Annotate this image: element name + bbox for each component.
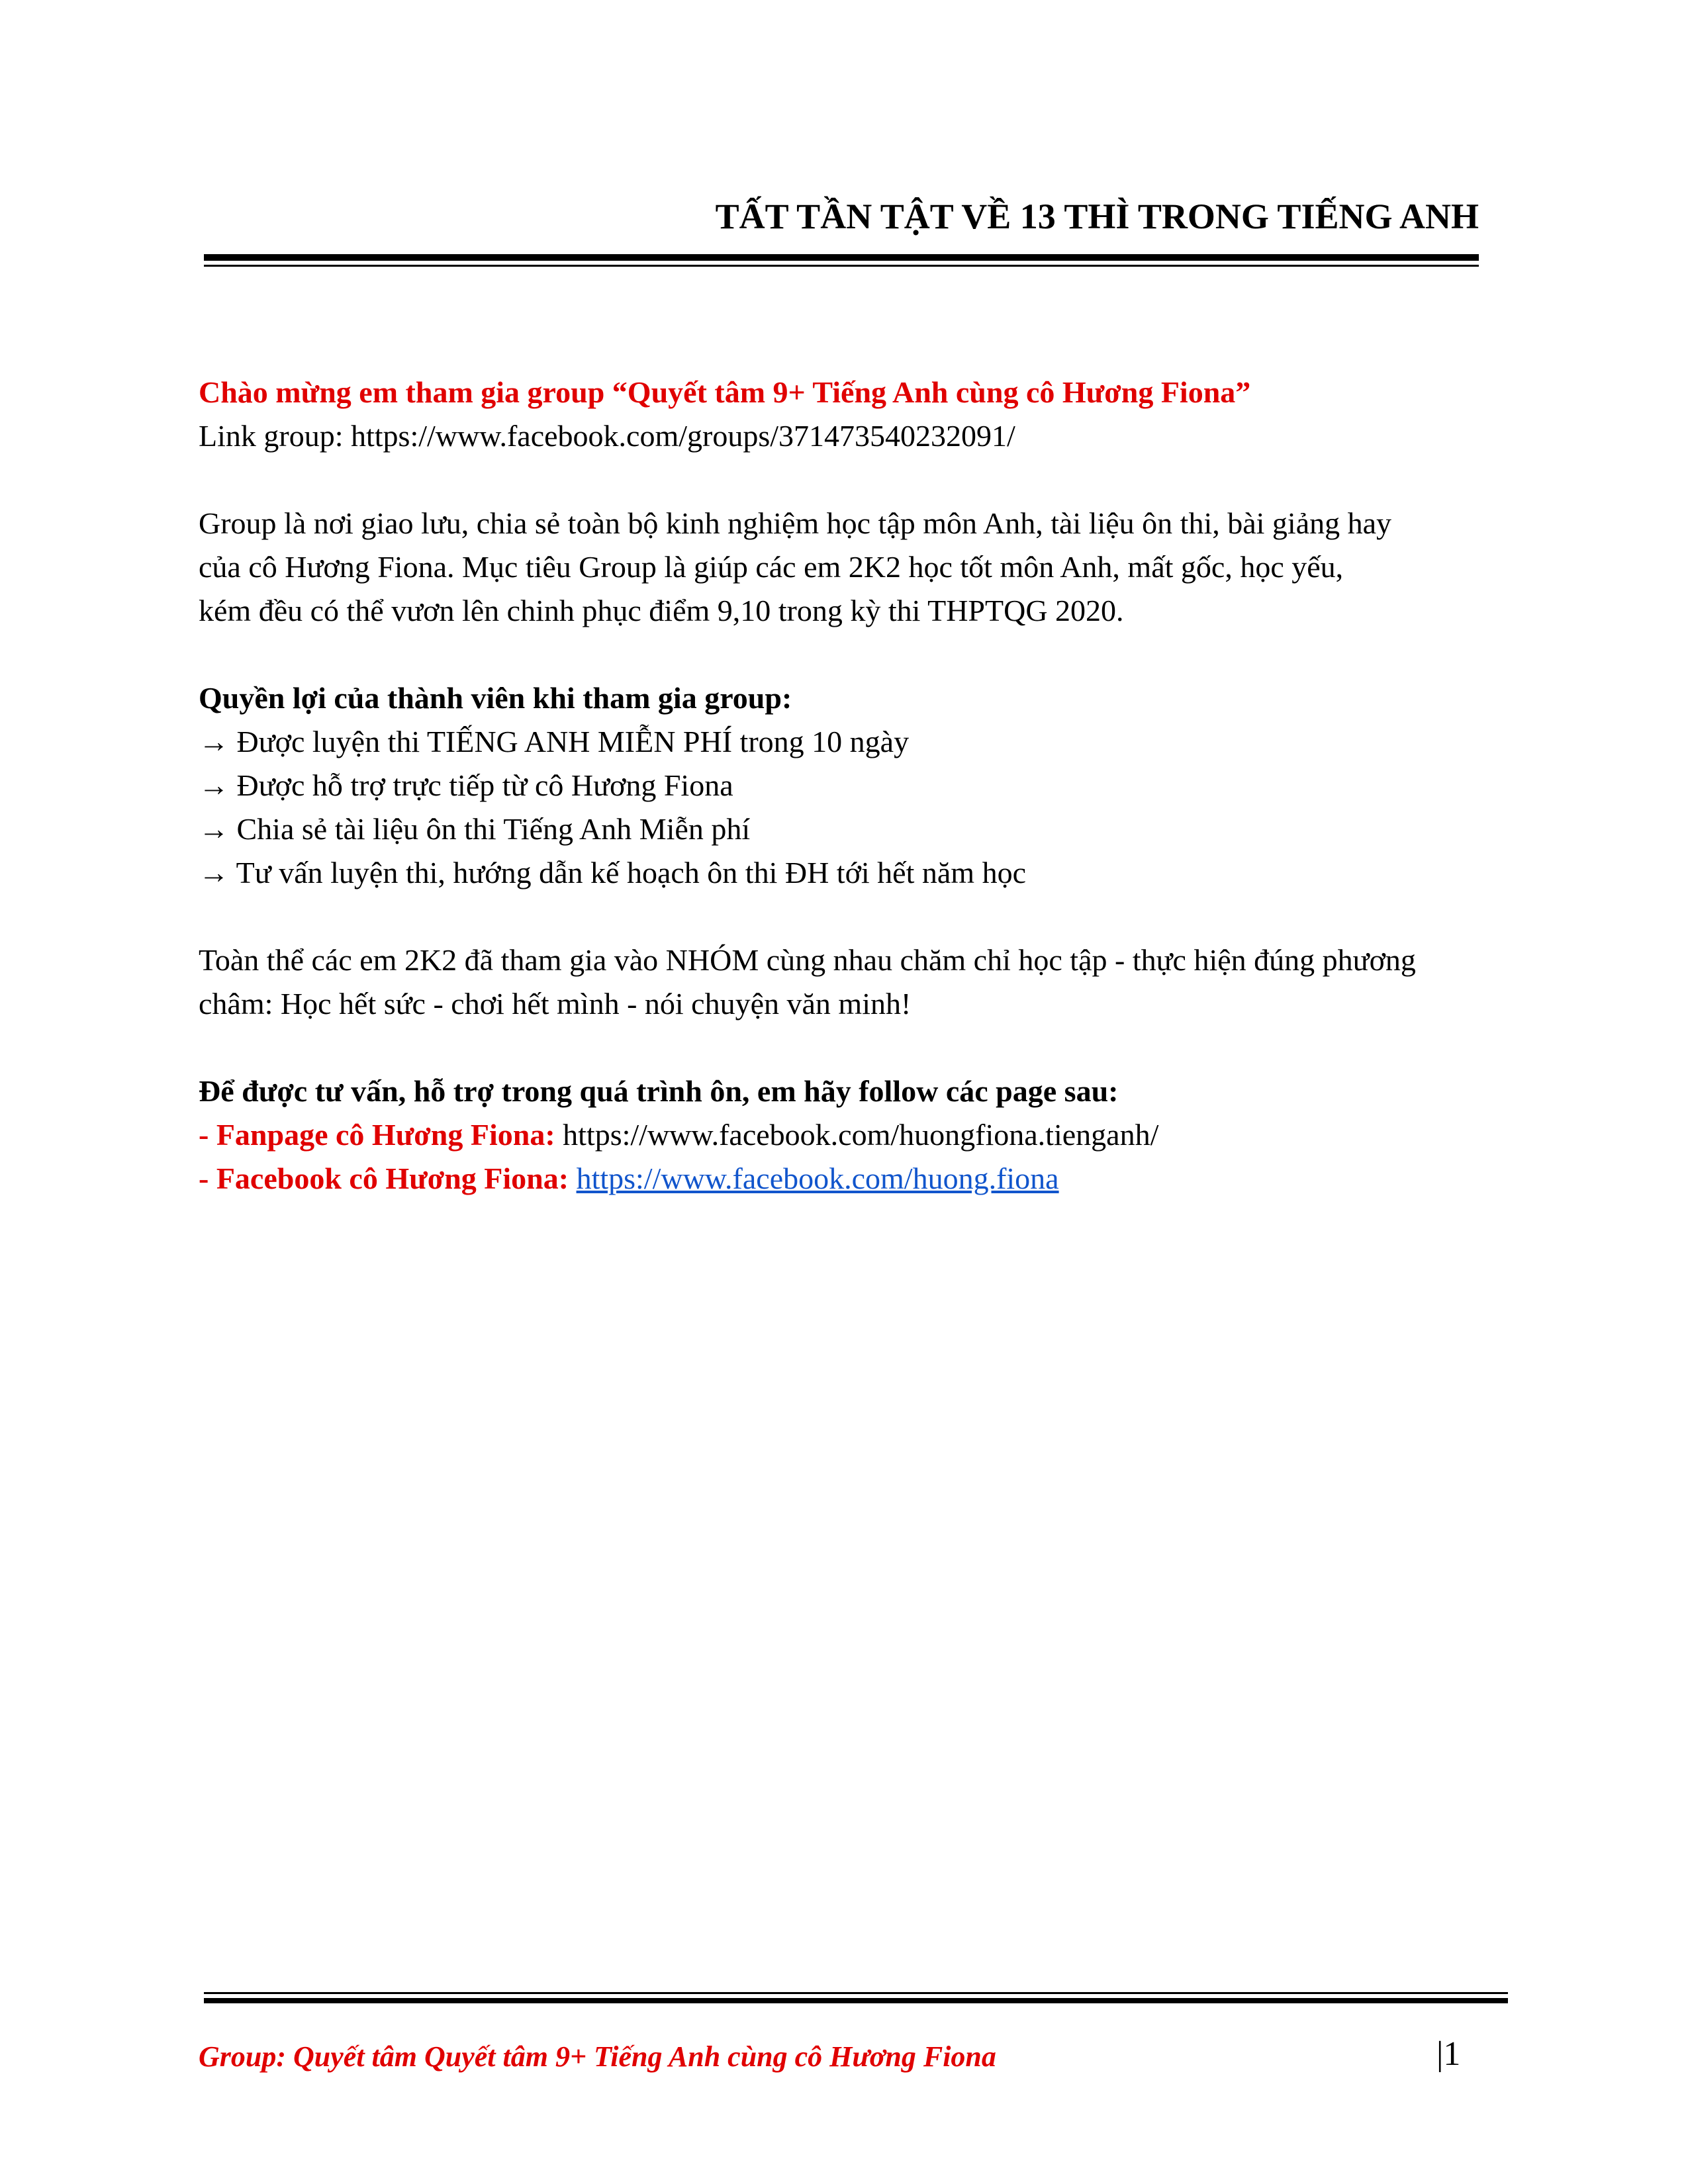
about-line: của cô Hương Fiona. Mục tiêu Group là giúp các em 2K2 học tốt môn Anh, mất gốc, học yếu, [199, 550, 1344, 584]
motto-line: Toàn thể các em 2K2 đã tham gia vào NHÓM cùng nhau chăm chỉ học tập - thực hiện đúng phương [199, 943, 1416, 977]
header-divider-thick [204, 254, 1479, 261]
follow-heading: Để được tư vấn, hỗ trợ trong quá trình ôn, em hãy follow các page sau: [199, 1074, 1119, 1108]
page-number: |1 [1436, 2035, 1461, 2073]
page-title: TẤT TẦN TẬT VỀ 13 THÌ TRONG TIẾNG ANH [715, 197, 1479, 236]
about-line: kém đều có thể vươn lên chinh phục điểm 9,10 trong kỳ thi THPTQG 2020. [199, 594, 1124, 627]
motto-line: châm: Học hết sức - chơi hết mình - nói chuyện văn minh! [199, 987, 912, 1021]
facebook-link[interactable]: https://www.facebook.com/huong.fiona [576, 1161, 1059, 1195]
footer-divider-thin [204, 1992, 1508, 1994]
spacer [199, 458, 1489, 502]
footer-group-text: Group: Quyết tâm Quyết tâm 9+ Tiếng Anh cùng cô Hương Fiona [199, 2040, 996, 2073]
header-divider-thin [204, 265, 1479, 267]
fanpage-label: - Fanpage cô Hương Fiona: [199, 1118, 555, 1152]
benefit-item: → Chia sẻ tài liệu ôn thi Tiếng Anh Miễn phí [199, 812, 751, 846]
fanpage-row [199, 1113, 1489, 1157]
benefit-item: → Tư vấn luyện thi, hướng dẫn kế hoạch ôn thi ĐH tới hết năm học [199, 856, 1026, 889]
about-line: Group là nơi giao lưu, chia sẻ toàn bộ kinh nghiệm học tập môn Anh, tài liệu ôn thi, bài giảng hay [199, 506, 1392, 540]
benefit-item: → Được hỗ trợ trực tiếp từ cô Hương Fiona [199, 768, 733, 802]
benefits-heading: Quyền lợi của thành viên khi tham gia group: [199, 681, 792, 715]
spacer [199, 895, 1489, 938]
document-body [199, 371, 1489, 1201]
spacer [199, 1026, 1489, 1069]
facebook-label: - Facebook cô Hương Fiona: [199, 1161, 569, 1195]
fanpage-url: https://www.facebook.com/huongfiona.tienganh/ [555, 1118, 1159, 1152]
welcome-heading: Chào mừng em tham gia group “Quyết tâm 9+ Tiếng Anh cùng cô Hương Fiona” [199, 375, 1251, 409]
spacer [199, 633, 1489, 676]
benefit-item: → Được luyện thi TIẾNG ANH MIỄN PHÍ trong 10 ngày [199, 725, 910, 758]
footer-divider-thick [204, 1998, 1508, 2003]
facebook-row [199, 1157, 1489, 1201]
group-link-text: Link group: https://www.facebook.com/groups/371473540232091/ [199, 419, 1015, 453]
